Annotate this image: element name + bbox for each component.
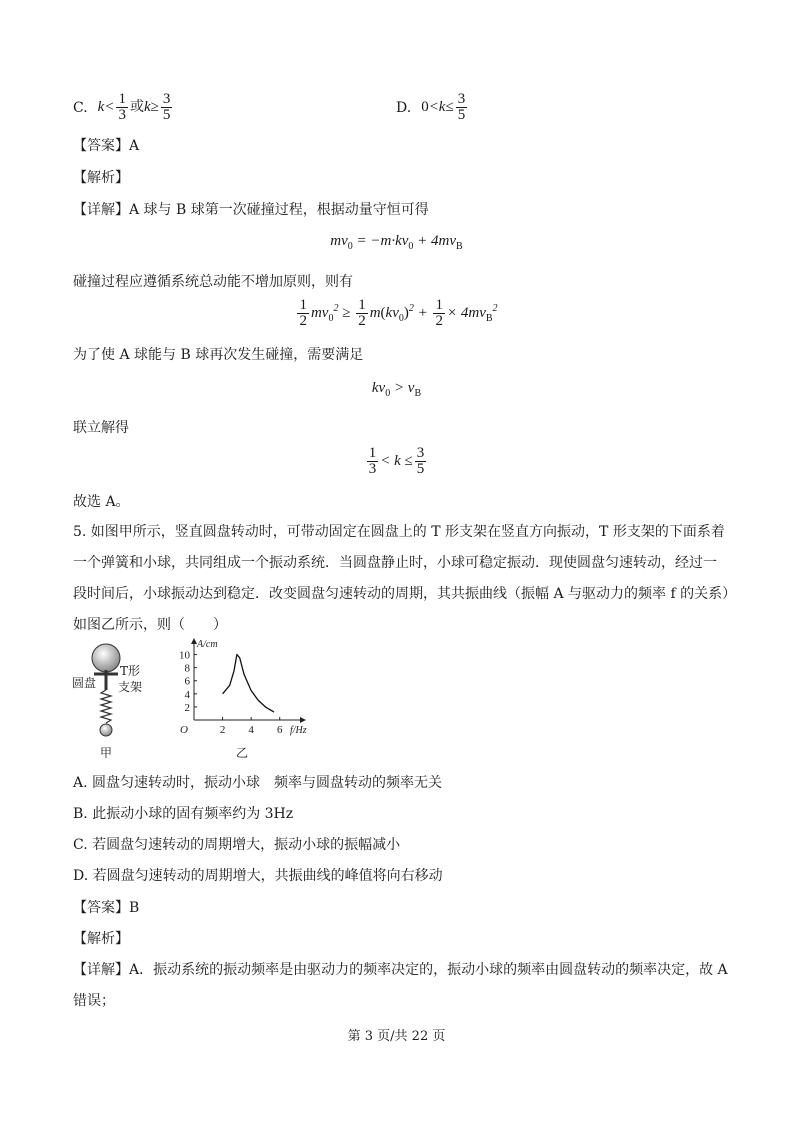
x-tick-label: 6	[276, 724, 283, 736]
equation-momentum: $mv_0 = -m\cdot kv_0 + 4mv_B$	[330, 233, 463, 252]
analysis-label-2: 【解析】	[73, 931, 129, 947]
q5-option-b: B. 此振动小球的固有频率约为 3Hz	[73, 806, 294, 822]
label-disk: 圆盘	[72, 676, 97, 690]
x-axis-arrow	[300, 717, 306, 723]
q5-line3: 段时间后，小球振动达到稳定．改变圆盘匀速转动的周期，其共振曲线（振幅 A 与驱动力的频率 f 的关系）	[73, 586, 737, 602]
select-text: 故选 A。	[73, 494, 130, 510]
y-tick-label: 4	[184, 688, 190, 701]
disk-spring-diagram	[70, 640, 160, 745]
equation-condition: $kv_0 > v_B$	[371, 380, 422, 399]
analysis-label: 【解析】	[73, 170, 129, 186]
label-t-shape: T形	[120, 664, 141, 678]
x-tick-label: 4	[248, 724, 254, 736]
option-d-formula: 0<k≤ $\frac{3}{5}$	[421, 91, 466, 123]
disk-shape	[92, 644, 120, 672]
resonance-curve	[223, 655, 274, 713]
option-d-letter: D.	[396, 99, 412, 116]
x-axis-label: f/Hz	[290, 725, 307, 736]
y-tick-label: 6	[184, 675, 190, 688]
q5-option-a: A. 圆盘匀速转动时，振动小球 频率与圆盘转动的频率无关	[73, 775, 443, 791]
q5-option-c: C. 若圆盘匀速转动的周期增大，振动小球的振幅减小	[73, 837, 401, 853]
q5-line4: 如图乙所示，则（ ）	[73, 617, 227, 633]
q5-option-d: D. 若圆盘匀速转动的周期增大，共振曲线的峰值将向右移动	[73, 868, 443, 884]
y-axis-label: A/cm	[197, 639, 218, 650]
caption-jia: 甲	[100, 746, 113, 760]
solve-text: 联立解得	[73, 420, 129, 436]
y-tick-label: 10	[179, 649, 190, 662]
option-c	[73, 92, 174, 123]
x-tick-label: 2	[219, 724, 226, 736]
equation-result: $\frac{1}{3}$ < k ≤ $\frac{3}{5}$	[368, 445, 425, 477]
figure-yi	[170, 639, 307, 767]
page-footer: 第 3 页/共 22 页	[347, 1029, 446, 1044]
detail-text-2b: 错误；	[73, 993, 115, 1009]
y-tick-label: 2	[184, 701, 190, 714]
option-c-formula: k< $\frac{1}{3}$ 或k≥ $\frac{3}{5}$	[97, 91, 171, 123]
small-ball-shape	[100, 724, 112, 736]
q5-line1: 5. 如图甲所示，竖直圆盘转动时，可带动固定在圆盘上的 T 形支架在竖直方向振动，T 形支架的下面系着	[73, 524, 725, 540]
figure-jia	[70, 640, 160, 765]
detail-text: 【详解】A 球与 B 球第一次碰撞过程，根据动量守恒可得	[73, 202, 429, 218]
resonance-chart	[170, 639, 307, 742]
detail-text-2a: 【详解】A．振动系统的振动频率是由驱动力的频率决定的，振动小球的频率由圆盘转动的频率决定，故 A	[73, 962, 728, 978]
equation-energy: $\frac{1}{2}$ $mv_0^2$ ≥ $\frac{1}{2}$ $m(kv_0)^2$ + $\frac{1}{2}$ × $4mv_B^2$	[299, 297, 498, 329]
q5-line2: 一个弹簧和小球，共同组成一个振动系统．当圆盘静止时，小球可稳定振动．现使圆盘匀速转动，经过一	[73, 555, 717, 571]
y-tick-label: 8	[184, 662, 190, 675]
caption-yi: 乙	[236, 746, 249, 760]
option-d	[396, 92, 469, 123]
label-bracket: 支架	[118, 680, 143, 694]
spring-shape	[101, 690, 111, 723]
origin-label: O	[180, 724, 188, 736]
collide-text: 为了使 A 球能与 B 球再次发生碰撞，需要满足	[73, 347, 364, 363]
option-c-letter: C.	[73, 99, 88, 116]
energy-text: 碰撞过程应遵循系统总动能不增加原则，则有	[73, 274, 353, 290]
answer-label-2: 【答案】B	[73, 900, 140, 916]
answer-label: 【答案】A	[73, 138, 140, 154]
